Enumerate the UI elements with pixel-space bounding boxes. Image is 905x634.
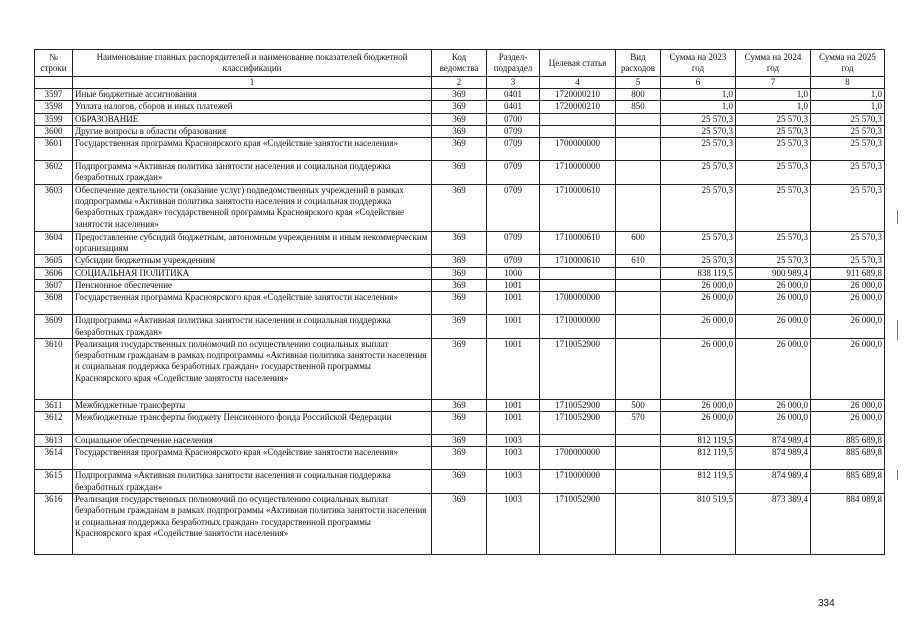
row-sum-2025-cell: 885 689,8 [811,435,885,447]
row-code-cell: 369 [432,279,487,291]
row-name-cell: Другие вопросы в области образования [73,125,432,137]
row-name-cell: Реализация государственных полномочий по осуществлению социальных выплат безработным гражданам в рамках подпрограммы «Активная политика занятости населения и социальная поддержка безработных граждан» государственной программы Красноярского края «Содействие занятости населения» [73,338,432,399]
column-number-row [35,77,885,89]
row-number-cell: 3611 [35,399,73,411]
colnum-cell: 4 [540,77,616,89]
row-type-cell [616,267,661,279]
table-row [35,412,885,435]
table-row [35,255,885,267]
row-number-cell: 3608 [35,292,73,315]
row-name-cell: Обеспечение деятельности (оказание услуг) подведомственных учреждений в рамках подпрограммы «Активная политика занятости населения и социальная поддержка безработных граждан» государственной программы Красноярского края «Содействие занятости населения» [73,184,432,231]
row-type-cell: 610 [616,255,661,267]
row-section-cell: 1000 [487,267,540,279]
row-sum-2023-cell: 26 000,0 [661,279,736,291]
colnum-cell: 3 [487,77,540,89]
header-num: № строки [35,50,73,77]
row-sum-2023-cell: 25 570,3 [661,138,736,161]
row-name-cell: Подпрограмма «Активная политика занятости населения и социальная поддержка безработных граждан» [73,315,432,339]
header-section: Раздел-подраздел [487,50,540,77]
table-row [35,101,885,113]
row-name-cell: Реализация государственных полномочий по осуществлению социальных выплат безработным гражданам в рамках подпрограммы «Активная политика занятости населения и социальная поддержка безработных граждан» государственной программы Красноярского края «Содействие занятости населения» [73,494,432,555]
row-target-cell: 1700000000 [540,138,616,161]
row-type-cell [616,338,661,399]
row-sum-2023-cell: 812 119,5 [661,470,736,494]
row-section-cell: 1003 [487,494,540,555]
row-sum-2024-cell: 25 570,3 [736,125,811,137]
row-number-cell: 3600 [35,125,73,137]
row-type-cell: 600 [616,231,661,255]
row-type-cell [616,279,661,291]
row-sum-2025-cell: 911 689,8 [811,267,885,279]
table-row [35,494,885,555]
row-target-cell: 1700000000 [540,447,616,470]
row-number-cell: 3601 [35,138,73,161]
row-name-cell: Предоставление субсидий бюджетным, автономным учреждениям и иным некоммерческим организациям [73,231,432,255]
row-sum-2025-cell: 26 000,0 [811,315,885,339]
row-target-cell: 1710000610 [540,231,616,255]
row-number-cell: 3615 [35,470,73,494]
row-name-cell: Подпрограмма «Активная политика занятости населения и социальная поддержка безработных граждан» [73,470,432,494]
row-code-cell: 369 [432,125,487,137]
table-row [35,184,885,231]
row-number-cell: 3613 [35,435,73,447]
table-row [35,267,885,279]
table-row [35,138,885,161]
header-sum-2023: Сумма на 2023 год [661,50,736,77]
row-name-cell: Иные бюджетные ассигнования [73,89,432,101]
row-sum-2025-cell: 26 000,0 [811,412,885,435]
row-sum-2024-cell: 900 989,4 [736,267,811,279]
row-sum-2025-cell: 885 689,8 [811,447,885,470]
row-code-cell: 369 [432,89,487,101]
row-name-cell: Субсидии бюджетным учреждениям [73,255,432,267]
row-target-cell [540,267,616,279]
row-code-cell: 369 [432,447,487,470]
row-type-cell [616,435,661,447]
row-type-cell [616,470,661,494]
row-sum-2023-cell: 26 000,0 [661,315,736,339]
row-number-cell: 3597 [35,89,73,101]
row-sum-2023-cell: 838 119,5 [661,267,736,279]
row-type-cell [616,447,661,470]
row-name-cell: СОЦИАЛЬНАЯ ПОЛИТИКА [73,267,432,279]
header-code: Код ведомства [432,50,487,77]
row-section-cell: 1003 [487,470,540,494]
row-sum-2023-cell: 25 570,3 [661,125,736,137]
row-sum-2024-cell: 25 570,3 [736,113,811,125]
row-sum-2023-cell: 25 570,3 [661,231,736,255]
row-target-cell: 1710000000 [540,470,616,494]
colnum-cell: 7 [736,77,811,89]
row-sum-2025-cell: 1,0 [811,101,885,113]
row-sum-2024-cell: 1,0 [736,89,811,101]
row-code-cell: 369 [432,315,487,339]
row-section-cell: 0709 [487,184,540,231]
colnum-cell: 5 [616,77,661,89]
table-row [35,338,885,399]
row-target-cell: 1700000000 [540,292,616,315]
row-code-cell: 369 [432,138,487,161]
row-sum-2023-cell: 26 000,0 [661,412,736,435]
row-name-cell: Социальное обеспечение населения [73,435,432,447]
table-row [35,435,885,447]
scan-edge-mark [897,320,898,340]
row-sum-2023-cell: 25 570,3 [661,255,736,267]
row-sum-2024-cell: 26 000,0 [736,399,811,411]
row-target-cell: 1720000210 [540,101,616,113]
row-code-cell: 369 [432,161,487,185]
row-sum-2023-cell: 1,0 [661,89,736,101]
header-type: Вид расходов [616,50,661,77]
row-sum-2025-cell: 25 570,3 [811,138,885,161]
row-name-cell: Межбюджетные трансферты бюджету Пенсионного фонда Российской Федерации [73,412,432,435]
row-code-cell: 369 [432,255,487,267]
row-sum-2024-cell: 1,0 [736,101,811,113]
row-sum-2023-cell: 25 570,3 [661,184,736,231]
table-row [35,399,885,411]
header-sum-2024: Сумма на 2024 год [736,50,811,77]
row-type-cell [616,292,661,315]
row-code-cell: 369 [432,494,487,555]
row-sum-2023-cell: 812 119,5 [661,435,736,447]
row-number-cell: 3602 [35,161,73,185]
row-type-cell [616,184,661,231]
row-target-cell [540,113,616,125]
row-section-cell: 1001 [487,292,540,315]
header-sum-2025: Сумма на 2025 год [811,50,885,77]
row-sum-2023-cell: 1,0 [661,101,736,113]
row-target-cell: 1720000210 [540,89,616,101]
row-sum-2025-cell: 885 689,8 [811,470,885,494]
row-type-cell [616,125,661,137]
table-row [35,315,885,339]
table-row [35,89,885,101]
header-name: Наименование главных распорядителей и наименование показателей бюджетной классификации [73,50,432,77]
row-target-cell: 1710000000 [540,315,616,339]
row-type-cell: 500 [616,399,661,411]
row-target-cell: 1710000610 [540,255,616,267]
table-row [35,125,885,137]
row-sum-2025-cell: 26 000,0 [811,399,885,411]
row-section-cell: 0709 [487,125,540,137]
row-sum-2023-cell: 25 570,3 [661,161,736,185]
row-sum-2025-cell: 884 089,8 [811,494,885,555]
row-section-cell: 1001 [487,412,540,435]
row-section-cell: 0709 [487,161,540,185]
page-number: 334 [818,598,835,609]
row-sum-2024-cell: 25 570,3 [736,184,811,231]
row-number-cell: 3606 [35,267,73,279]
row-target-cell: 1710000610 [540,184,616,231]
row-code-cell: 369 [432,231,487,255]
row-target-cell [540,435,616,447]
row-sum-2024-cell: 874 989,4 [736,447,811,470]
row-section-cell: 1001 [487,279,540,291]
row-section-cell: 1003 [487,447,540,470]
row-type-cell [616,113,661,125]
table-row [35,161,885,185]
row-section-cell: 0700 [487,113,540,125]
colnum-cell: 1 [73,77,432,89]
table-row [35,279,885,291]
header-target: Целевая статья [540,50,616,77]
row-sum-2025-cell: 25 570,3 [811,231,885,255]
row-sum-2025-cell: 1,0 [811,89,885,101]
row-number-cell: 3612 [35,412,73,435]
row-number-cell: 3603 [35,184,73,231]
row-code-cell: 369 [432,101,487,113]
table-row [35,470,885,494]
row-sum-2025-cell: 25 570,3 [811,161,885,185]
row-sum-2025-cell: 25 570,3 [811,255,885,267]
row-code-cell: 369 [432,184,487,231]
row-sum-2023-cell: 26 000,0 [661,292,736,315]
row-section-cell: 1003 [487,435,540,447]
row-target-cell [540,125,616,137]
row-name-cell: Государственная программа Красноярского края «Содействие занятости населения» [73,138,432,161]
row-sum-2024-cell: 25 570,3 [736,138,811,161]
scan-edge-mark [897,470,898,480]
row-target-cell [540,279,616,291]
row-name-cell: Государственная программа Красноярского края «Содействие занятости населения» [73,292,432,315]
row-code-cell: 369 [432,435,487,447]
row-code-cell: 369 [432,292,487,315]
row-sum-2024-cell: 874 989,4 [736,470,811,494]
row-sum-2023-cell: 812 119,5 [661,447,736,470]
row-name-cell: Подпрограмма «Активная политика занятости населения и социальная поддержка безработных граждан» [73,161,432,185]
row-type-cell [616,138,661,161]
row-target-cell: 1710052900 [540,494,616,555]
row-number-cell: 3609 [35,315,73,339]
row-section-cell: 0401 [487,89,540,101]
row-target-cell: 1710052900 [540,338,616,399]
table-row [35,447,885,470]
row-sum-2024-cell: 26 000,0 [736,412,811,435]
row-type-cell: 800 [616,89,661,101]
row-code-cell: 369 [432,267,487,279]
row-name-cell: ОБРАЗОВАНИЕ [73,113,432,125]
row-sum-2024-cell: 25 570,3 [736,161,811,185]
row-section-cell: 1001 [487,338,540,399]
row-sum-2024-cell: 874 989,4 [736,435,811,447]
row-number-cell: 3599 [35,113,73,125]
row-sum-2023-cell: 810 519,5 [661,494,736,555]
row-section-cell: 0709 [487,255,540,267]
row-sum-2025-cell: 25 570,3 [811,125,885,137]
row-number-cell: 3607 [35,279,73,291]
row-number-cell: 3604 [35,231,73,255]
row-sum-2024-cell: 25 570,3 [736,255,811,267]
row-code-cell: 369 [432,412,487,435]
row-section-cell: 0401 [487,101,540,113]
row-name-cell: Уплата налогов, сборов и иных платежей [73,101,432,113]
row-type-cell: 850 [616,101,661,113]
row-number-cell: 3598 [35,101,73,113]
colnum-cell: 2 [432,77,487,89]
row-sum-2023-cell: 26 000,0 [661,338,736,399]
row-name-cell: Межбюджетные трансферты [73,399,432,411]
table-row [35,231,885,255]
row-sum-2024-cell: 26 000,0 [736,338,811,399]
budget-table [34,49,885,555]
row-section-cell: 1001 [487,399,540,411]
row-number-cell: 3605 [35,255,73,267]
row-sum-2024-cell: 26 000,0 [736,279,811,291]
row-sum-2024-cell: 26 000,0 [736,315,811,339]
row-sum-2023-cell: 26 000,0 [661,399,736,411]
row-type-cell [616,315,661,339]
row-type-cell [616,161,661,185]
row-sum-2025-cell: 26 000,0 [811,279,885,291]
scan-edge-mark [897,210,898,224]
row-section-cell: 0709 [487,138,540,161]
header-row [35,50,885,77]
row-sum-2024-cell: 26 000,0 [736,292,811,315]
row-number-cell: 3610 [35,338,73,399]
row-name-cell: Пенсионное обеспечение [73,279,432,291]
row-sum-2023-cell: 25 570,3 [661,113,736,125]
row-target-cell: 1710052900 [540,399,616,411]
colnum-cell: 8 [811,77,885,89]
row-code-cell: 369 [432,470,487,494]
row-type-cell [616,494,661,555]
row-sum-2025-cell: 26 000,0 [811,338,885,399]
table-row [35,292,885,315]
row-sum-2025-cell: 25 570,3 [811,113,885,125]
row-sum-2024-cell: 25 570,3 [736,231,811,255]
row-sum-2025-cell: 25 570,3 [811,184,885,231]
row-target-cell: 1710052900 [540,412,616,435]
row-sum-2025-cell: 26 000,0 [811,292,885,315]
row-target-cell: 1710000000 [540,161,616,185]
row-section-cell: 0709 [487,231,540,255]
colnum-cell [35,77,73,89]
row-code-cell: 369 [432,113,487,125]
colnum-cell: 6 [661,77,736,89]
table-row [35,113,885,125]
row-number-cell: 3616 [35,494,73,555]
row-type-cell: 570 [616,412,661,435]
row-section-cell: 1001 [487,315,540,339]
row-name-cell: Государственная программа Красноярского края «Содействие занятости населения» [73,447,432,470]
row-code-cell: 369 [432,399,487,411]
row-sum-2024-cell: 873 389,4 [736,494,811,555]
row-number-cell: 3614 [35,447,73,470]
row-code-cell: 369 [432,338,487,399]
